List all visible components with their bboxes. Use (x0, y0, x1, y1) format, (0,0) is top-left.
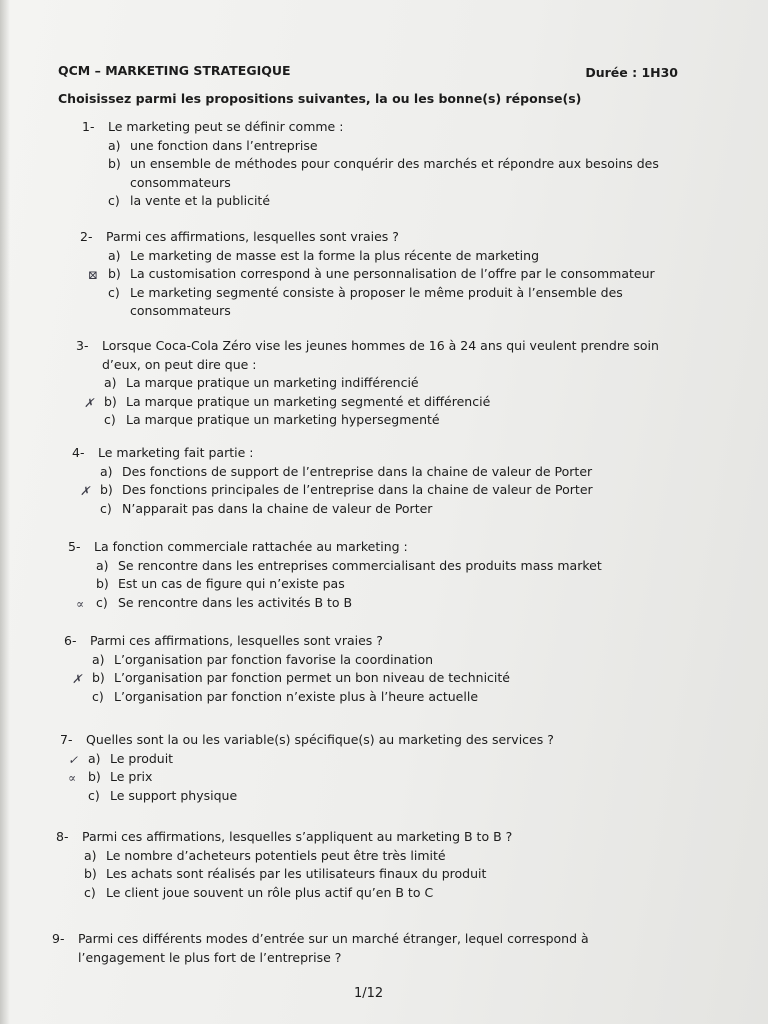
answer-option (108, 284, 655, 303)
exam-duration: Durée : 1H30 (585, 65, 678, 80)
option-text: Des fonctions principales de l’entreprise dans la chaine de valeur de Porter (122, 482, 593, 497)
question-number: 9- (52, 931, 65, 946)
answer-option (84, 847, 512, 866)
option-letter: b) (108, 266, 121, 281)
option-letter: a) (96, 557, 109, 573)
question-8 (56, 828, 512, 902)
answer-option (76, 594, 602, 613)
options-list (58, 847, 512, 903)
answer-option (84, 884, 512, 903)
options-list (74, 463, 593, 519)
question-text (80, 228, 655, 247)
option-letter: b) (104, 393, 117, 409)
options-list (62, 750, 554, 806)
option-letter: a) (92, 651, 105, 667)
answer-option (88, 787, 554, 806)
question-stem: La fonction commerciale rattachée au marketing : (94, 539, 408, 554)
options-list (82, 137, 659, 211)
answer-option (104, 374, 659, 393)
option-text: L’organisation par fonction n’existe plus à l’heure actuelle (114, 688, 479, 704)
answer-option (80, 481, 593, 500)
page-shadow (0, 0, 10, 1024)
question-number: 5- (68, 539, 81, 554)
question-4 (72, 444, 593, 518)
option-text: un ensemble de méthodes pour conquérir des marchés et répondre aux besoins des (130, 156, 659, 171)
option-text-continued: consommateurs (130, 303, 231, 318)
option-letter: c) (84, 884, 96, 900)
option-letter: a) (104, 375, 117, 390)
option-text: Se rencontre dans les activités B to B (118, 594, 353, 610)
option-text-continued: consommateurs (130, 174, 231, 190)
question-stem: Quelles sont la ou les variable(s) spécifique(s) au marketing des services ? (86, 732, 554, 747)
question-7 (60, 731, 554, 805)
option-text: Le nombre d’acheteurs potentiels peut être très limité (106, 847, 446, 863)
question-stem: Le marketing fait partie : (98, 445, 254, 460)
options-list (70, 557, 602, 613)
option-text: Le support physique (110, 787, 238, 803)
exam-instructions: Choisissez parmi les propositions suivantes, la ou les bonne(s) réponse(s) (58, 91, 582, 106)
option-letter: c) (108, 193, 120, 208)
question-number: 7- (60, 732, 73, 747)
answer-option (68, 768, 554, 787)
options-list (66, 651, 510, 707)
question-stem: Parmi ces affirmations, lesquelles sont vraies ? (90, 633, 383, 648)
option-text: La customisation correspond à une personnalisation de l’offre par le consommateur (130, 266, 655, 281)
question-2 (80, 228, 655, 321)
question-number: 4- (72, 445, 85, 460)
option-text: Le marketing de masse est la forme la plus récente de marketing (130, 247, 540, 263)
question-stem: Parmi ces différents modes d’entrée sur un marché étranger, lequel correspond à (78, 931, 589, 946)
question-text (60, 731, 554, 750)
option-text: une fonction dans l’entreprise (130, 137, 318, 153)
question-number: 3- (76, 338, 89, 353)
option-letter: a) (100, 463, 113, 479)
option-text: Se rencontre dans les entreprises commercialisant des produits mass market (118, 557, 602, 573)
question-text-continued: l’engagement le plus fort de l’entreprise ? (78, 949, 342, 965)
answer-option (84, 865, 512, 884)
question-3 (76, 337, 659, 430)
option-letter: c) (96, 594, 108, 610)
answer-option (108, 155, 659, 174)
option-text: Est un cas de figure qui n’existe pas (118, 576, 345, 591)
answer-option (108, 137, 659, 156)
option-letter: b) (88, 769, 101, 784)
option-letter: b) (92, 670, 105, 685)
option-text: Le produit (110, 750, 174, 766)
option-text: Les achats sont réalisés par les utilisateurs finaux du produit (106, 866, 487, 881)
question-number: 8- (56, 829, 69, 844)
option-text: L’organisation par fonction favorise la coordination (114, 651, 434, 667)
handwritten-mark: ∝ (68, 771, 77, 785)
answer-option (96, 557, 602, 576)
handwritten-mark: ∝ (76, 596, 85, 611)
options-list (78, 374, 659, 430)
question-6 (64, 632, 510, 706)
question-text (82, 118, 659, 137)
option-text: la vente et la publicité (130, 193, 271, 208)
answer-option (104, 411, 659, 430)
question-stem: Parmi ces affirmations, lesquelles s’appliquent au marketing B to B ? (82, 829, 513, 844)
page-number: 1/12 (354, 986, 384, 1001)
option-letter: a) (84, 847, 97, 863)
option-text: La marque pratique un marketing indifférencié (126, 375, 419, 390)
option-letter: a) (108, 137, 121, 153)
question-number: 1- (82, 119, 95, 134)
question-stem: Lorsque Coca-Cola Zéro vise les jeunes hommes de 16 à 24 ans qui veulent prendre soin (102, 338, 659, 353)
option-letter: b) (84, 866, 97, 881)
question-number: 2- (80, 229, 93, 244)
answer-option (100, 500, 593, 519)
question-text (56, 828, 512, 847)
exam-title: QCM – MARKETING STRATEGIQUE (58, 63, 291, 78)
question-text (76, 337, 659, 356)
option-letter: b) (96, 576, 109, 591)
option-text: N’apparait pas dans la chaine de valeur de Porter (122, 500, 433, 516)
option-text: Des fonctions de support de l’entreprise dans la chaine de valeur de Porter (122, 463, 593, 479)
handwritten-mark: ⊠ (88, 268, 99, 282)
question-text (68, 538, 602, 557)
answer-option (92, 688, 510, 707)
option-letter: c) (92, 688, 104, 704)
option-letter: b) (100, 482, 113, 497)
option-letter: c) (108, 284, 120, 300)
option-text: L’organisation par fonction permet un bon niveau de technicité (114, 670, 510, 685)
option-text: La marque pratique un marketing hypersegmenté (126, 412, 440, 427)
question-text (72, 444, 593, 463)
option-text: Le prix (110, 769, 153, 784)
answer-option (96, 575, 602, 594)
question-text (64, 632, 510, 651)
question-number: 6- (64, 633, 77, 648)
option-letter: c) (104, 412, 116, 427)
question-text (52, 930, 589, 949)
question-text-continued: d’eux, on peut dire que : (102, 356, 257, 372)
option-text: Le client joue souvent un rôle plus actif qu’en B to C (106, 884, 434, 900)
option-letter: c) (88, 787, 100, 803)
options-list (82, 247, 655, 321)
question-9 (52, 930, 589, 967)
option-letter: a) (88, 750, 101, 766)
answer-option (100, 463, 593, 482)
answer-option (92, 651, 510, 670)
question-stem: Le marketing peut se définir comme : (108, 119, 344, 134)
answer-option (68, 750, 554, 769)
handwritten-mark: ✗ (84, 395, 95, 410)
option-letter: a) (108, 247, 121, 263)
answer-option (108, 192, 659, 211)
handwritten-mark: ✓ (68, 752, 79, 767)
question-1 (82, 118, 659, 211)
question-stem: Parmi ces affirmations, lesquelles sont vraies ? (106, 229, 399, 244)
answer-option (84, 393, 659, 412)
answer-option (72, 669, 510, 688)
question-5 (68, 538, 602, 612)
option-text: La marque pratique un marketing segmenté et différencié (126, 393, 491, 409)
handwritten-mark: ✗ (80, 484, 91, 498)
option-letter: b) (108, 156, 121, 171)
option-text: Le marketing segmenté consiste à proposer le même produit à l’ensemble des (130, 284, 623, 300)
answer-option (108, 247, 655, 266)
exam-header (58, 63, 680, 83)
handwritten-mark: ✗ (72, 672, 83, 686)
option-letter: c) (100, 500, 112, 516)
answer-option (88, 265, 655, 284)
